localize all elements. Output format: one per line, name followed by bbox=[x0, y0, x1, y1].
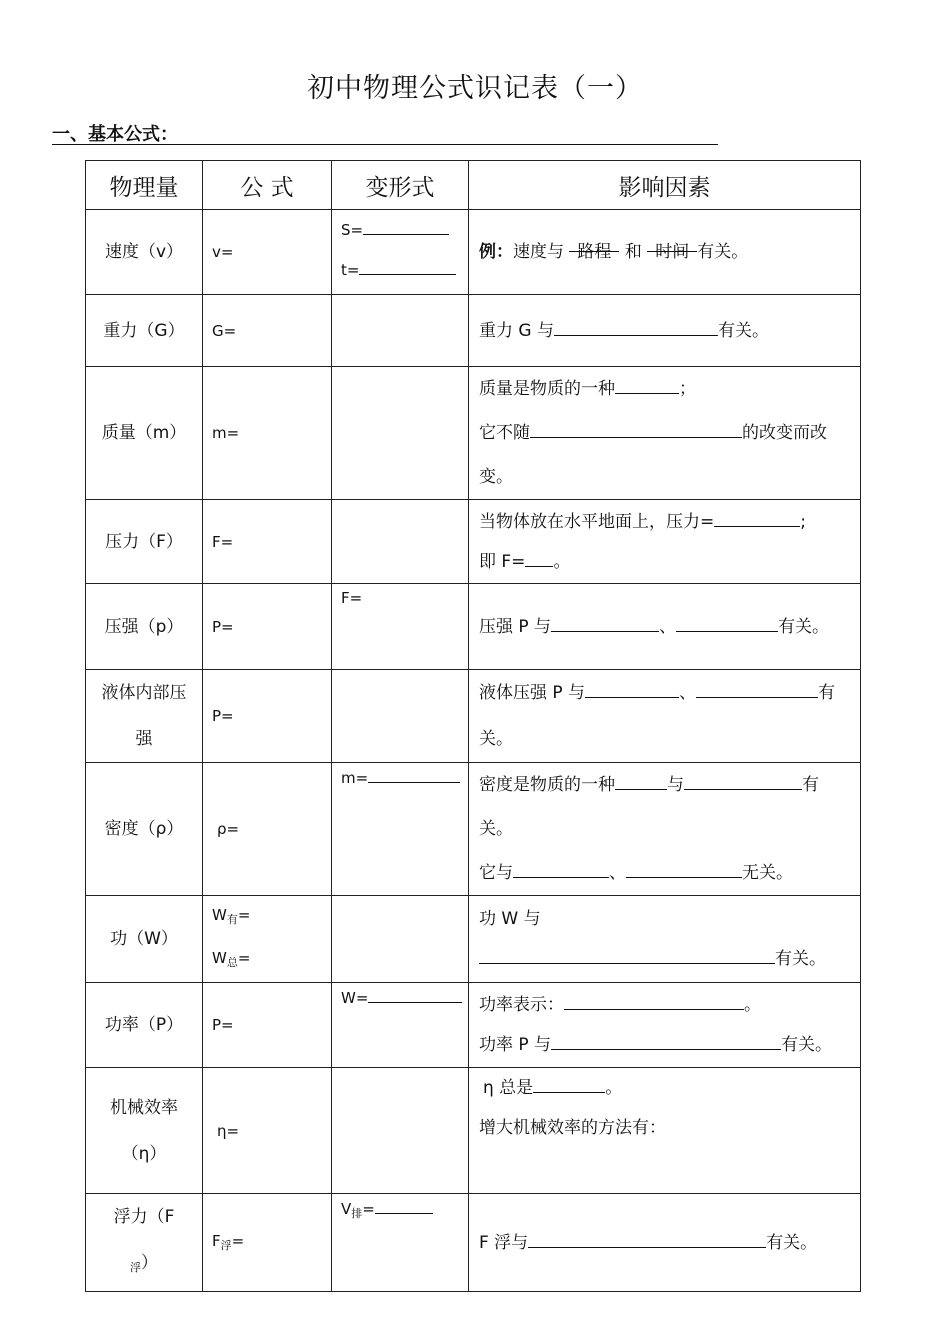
variant-cell: $V_排=$ bbox=[332, 1194, 469, 1292]
variant-cell bbox=[332, 367, 469, 500]
variant-cell bbox=[332, 670, 469, 763]
header-variant: 变形式 bbox=[332, 161, 469, 210]
factor-cell: η 总是 。 增大机械效率的方法有： bbox=[469, 1068, 861, 1194]
factor-cell: 质量是物质的一种 ； 它不随 的改变而改 变。 bbox=[469, 367, 861, 500]
formula-cell: G= bbox=[203, 295, 332, 367]
table-row bbox=[86, 670, 861, 763]
formula-table bbox=[85, 160, 861, 1292]
factor-cell: 功率表示： 。 功率 P 与 有关。 bbox=[469, 983, 861, 1068]
factor-cell: 密度是物质的一种 与 有 关。 它与 、 无关。 bbox=[469, 763, 861, 896]
variant-cell: W= bbox=[332, 983, 469, 1068]
variant-cell: S= t= bbox=[332, 210, 469, 295]
factor-cell: 液体压强 P 与 、 有 关。 bbox=[469, 670, 861, 763]
formula-cell: F= bbox=[203, 500, 332, 584]
table-row bbox=[86, 1194, 861, 1292]
table-row bbox=[86, 896, 861, 983]
table-row bbox=[86, 983, 861, 1068]
quantity-cell: 速度（v） bbox=[86, 210, 203, 295]
quantity-cell: 浮力（F $_浮$） bbox=[86, 1194, 203, 1292]
formula-cell: P= bbox=[203, 670, 332, 763]
factor-cell: F 浮与 有关。 bbox=[469, 1194, 861, 1292]
formula-cell: $F_浮=$ bbox=[203, 1194, 332, 1292]
factor-cell: 压强 P 与 、 有关。 bbox=[469, 584, 861, 670]
quantity-cell: 压力（F） bbox=[86, 500, 203, 584]
variant-cell bbox=[332, 896, 469, 983]
factor-cell: 重力 G 与 有关。 bbox=[469, 295, 861, 367]
page-title: 初中物理公式识记表（一） bbox=[307, 73, 643, 104]
header-factors: 影响因素 bbox=[469, 161, 861, 210]
table-row bbox=[86, 584, 861, 670]
quantity-cell: 功率（P） bbox=[86, 983, 203, 1068]
variant-cell bbox=[332, 1068, 469, 1194]
quantity-cell: 功（W） bbox=[86, 896, 203, 983]
header-quantity: 物理量 bbox=[86, 161, 203, 210]
quantity-cell: 重力（G） bbox=[86, 295, 203, 367]
quantity-cell: 压强（p） bbox=[86, 584, 203, 670]
formula-cell: $W_有=$ $W_总=$ bbox=[203, 896, 332, 983]
factor-cell: 当物体放在水平地面上，压力= ; 即 F= 。 bbox=[469, 500, 861, 584]
header-row bbox=[86, 161, 861, 210]
formula-cell: P= bbox=[203, 983, 332, 1068]
factor-cell: 例：速度与 路程 和 时间 有关。 bbox=[469, 210, 861, 295]
quantity-cell: 机械效率 （η） bbox=[86, 1068, 203, 1194]
table-row bbox=[86, 210, 861, 295]
variant-cell: m= bbox=[332, 763, 469, 896]
table-row bbox=[86, 295, 861, 367]
quantity-cell: 密度（ρ） bbox=[86, 763, 203, 896]
table-row bbox=[86, 500, 861, 584]
variant-cell bbox=[332, 500, 469, 584]
formula-cell: ρ= bbox=[203, 763, 332, 896]
variant-cell bbox=[332, 295, 469, 367]
variant-cell: F= bbox=[332, 584, 469, 670]
factor-cell: 功 W 与 有关。 bbox=[469, 896, 861, 983]
header-formula: 公 式 bbox=[203, 161, 332, 210]
table-row bbox=[86, 367, 861, 500]
formula-cell: m= bbox=[203, 367, 332, 500]
formula-cell: P= bbox=[203, 584, 332, 670]
formula-cell: η= bbox=[203, 1068, 332, 1194]
table-row bbox=[86, 1068, 861, 1194]
quantity-cell: 液体内部压 强 bbox=[86, 670, 203, 763]
table-row bbox=[86, 763, 861, 896]
quantity-cell: 质量（m） bbox=[86, 367, 203, 500]
formula-cell: v= bbox=[203, 210, 332, 295]
section-heading: 一、基本公式： bbox=[52, 120, 718, 145]
